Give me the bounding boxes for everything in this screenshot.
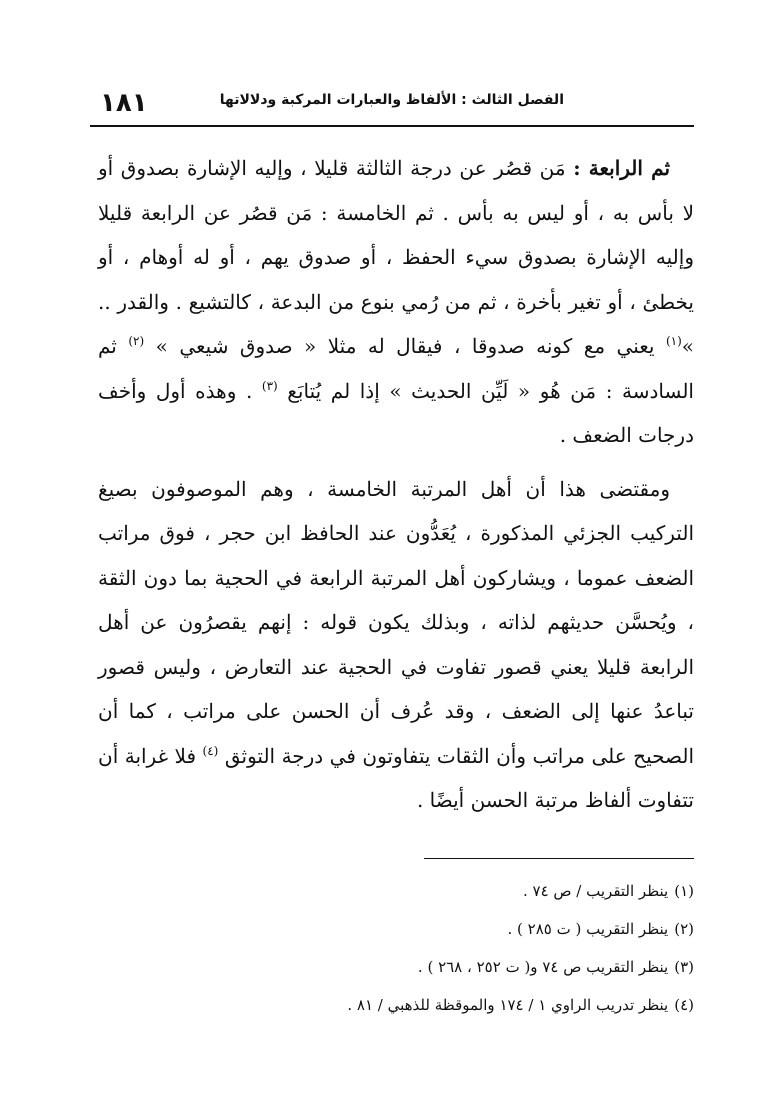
page-number: ١٨١: [100, 88, 148, 118]
paragraph-1-text-a: مَن قصُر عن درجة الثالثة قليلا ، وإليه الإشارة بصدوق أو لا بأس به ، أو ليس به بأس . ثم الخامسة : مَن قصُر عن الرابعة قليلا وإليه الإشارة بصدوق سيء الحفظ ، أو صدوق يهم ، أو له أوهام ، أو يخطئ ، أو تغير بأخرة ، ثم من رُمي بنوع من البدعة ، كالتشيع . والقدر .. »: [98, 156, 695, 358]
footnote-item: [200, 910, 694, 948]
running-head: الفصل الثالث : الألفاظ والعبارات المركبة ودلالاتها: [219, 92, 564, 108]
paragraph-2: [98, 467, 694, 823]
footnote-number: (١): [674, 882, 694, 900]
footnote-item: [200, 986, 694, 1024]
footnote-number: (٣): [674, 958, 694, 976]
page-header: [92, 82, 692, 126]
paragraph-lead: ثم الرابعة :: [573, 156, 671, 180]
footnote-text: ينظر تدريب الراوي ١ / ١٧٤ والموقظة للذهبي / ٨١ .: [347, 996, 669, 1014]
footnote-item: [200, 948, 694, 986]
footnote-item: [200, 872, 694, 910]
footnote-ref-2: (٢): [128, 334, 145, 348]
header-rule: [90, 125, 694, 127]
paragraph-1-text-b: يعني مع كونه صدوقا ، فيقال له مثلا « صدوق شيعي »: [155, 334, 655, 358]
footnote-number: (٢): [674, 920, 694, 938]
paragraph-1-text-c: ثم السادسة : مَن هُو « لَيِّن الحديث » إذا لم يُتابَع: [98, 334, 694, 403]
footnote-ref-4: (٤): [202, 743, 219, 758]
footnote-text: ينظر التقريب ص ٧٤ و( ت ٢٥٢ ، ٢٦٨ ) .: [417, 958, 669, 976]
footnote-number: (٤): [674, 996, 694, 1014]
footnotes: [200, 872, 694, 1024]
paragraph-2-text-b: فلا غرابة أن تتفاوت ألفاظ مرتبة الحسن أيضًا .: [98, 743, 694, 812]
footnote-text: ينظر التقريب ( ت ٢٨٥ ) .: [507, 920, 669, 938]
footnote-rule: [424, 858, 694, 859]
footnote-ref-1: (١): [665, 334, 682, 348]
footnote-text: ينظر التقريب / ص ٧٤ .: [522, 882, 669, 900]
footnote-ref-3: (٣): [261, 378, 278, 393]
main-text: [98, 146, 694, 823]
paragraph-1-text-d: . وهذه أول وأخف درجات الضعف .: [98, 378, 694, 447]
paragraph-2-text-a: ومقتضى هذا أن أهل المرتبة الخامسة ، وهم الموصوفون بصيغ التركيب الجزئي المذكورة ، يُعَدُّون عند الحافظ ابن حجر ، فوق مراتب الضعف عموما ، ويشاركون أهل المرتبة الرابعة في الحجية بما دون الثقة ، ويُحسَّن حديثهم لذاته ، وبذلك يكون قوله : إنهم يقصرُون عن أهل الرابعة قليلا يعني قصور تفاوت في الحجية عند التعارض ، وليس قصور تباعدُ عنها إلى الضعف ، وقد عُرف أن الحسن على مراتب ، كما أن الصحيح على مراتب وأن الثقات يتفاوتون في درجة التوثق: [98, 476, 695, 768]
paragraph-1: [98, 146, 694, 458]
